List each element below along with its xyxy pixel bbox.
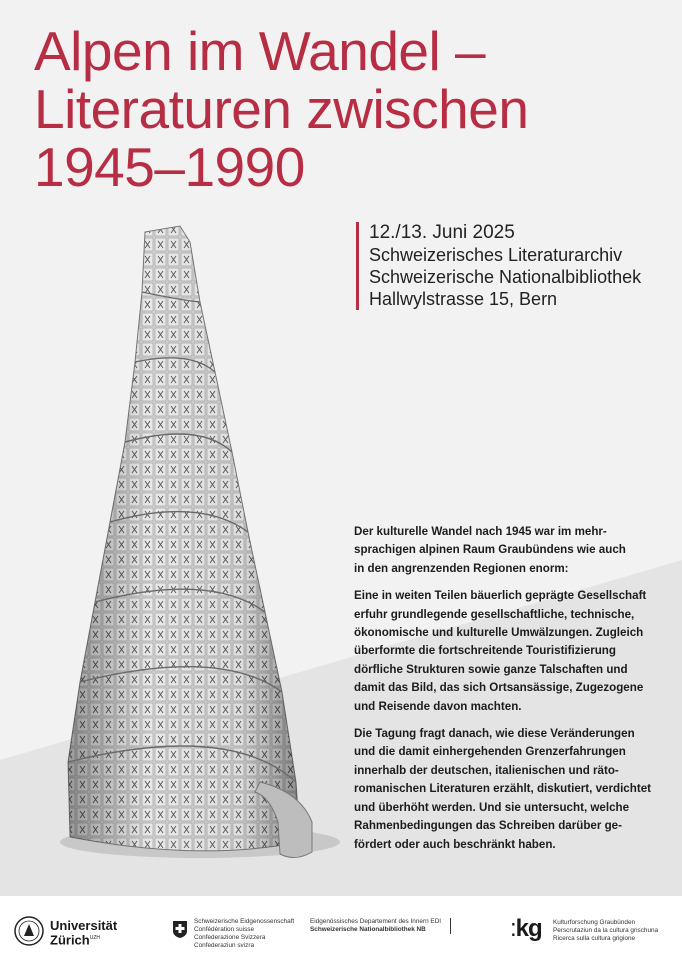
event-venue-2: Schweizerische Nationalbibliothek [369, 267, 642, 287]
kg-mark [510, 916, 542, 942]
confederation-text [194, 918, 294, 950]
text-line: fördert oder auch beschränkt haben. [354, 837, 556, 851]
edi-divider [450, 918, 451, 934]
uzh-line-1: Universität [50, 918, 118, 933]
swiss-cross-icon [172, 920, 188, 939]
poster-title [34, 22, 674, 196]
text-line: damit das Bild, das sich Ortsansässige, Zugezogene [354, 681, 644, 695]
confed-line: Confédération suisse [194, 926, 255, 933]
text-line: in den angrenzenden Regionen enorm: [354, 561, 569, 575]
uzh-line-2 [50, 932, 117, 946]
text-line: romanischen Literaturen erzählt, diskutiert, verdichtet [354, 782, 652, 796]
uzh-seal-icon [14, 916, 44, 946]
text-line: Die Tagung fragt danach, wie diese Veränderungen [354, 727, 635, 741]
text-line: Der kulturelle Wandel nach 1945 war im mehr- [354, 525, 607, 538]
confed-line: Schweizerische Eidgenossenschaft [194, 918, 295, 925]
edi-line-2: Schweizerische Nationalbibliothek NB [310, 926, 426, 933]
uzh-zurich: Zürich [50, 932, 90, 948]
text-line: dörfliche Strukturen sowie ganze Talschaften und [354, 662, 628, 676]
kg-line: Ricerca sulla cultura grigione [553, 935, 636, 942]
text-line: ökonomische und kulturelle Umwälzungen. Zugleich [354, 626, 644, 640]
kg-line: Perscrutaziun da la cultura grischuna [553, 927, 659, 934]
event-address: Hallwylstrasse 15, Bern [369, 289, 558, 309]
tower-of-babel-sculpture [50, 222, 350, 862]
paragraph-1 [354, 523, 656, 578]
footer-logos [0, 896, 682, 961]
uzh-sup: UZH [89, 935, 101, 941]
paragraph-3 [354, 725, 656, 854]
event-date: 12./13. Juni 2025 [369, 222, 515, 243]
title-line-1: Alpen im Wandel – [34, 20, 486, 82]
text-line: und überhöht werden. Und sie untersucht, welche [354, 800, 630, 814]
kg-letters: kg [515, 915, 542, 942]
event-venue-1: Schweizerisches Literaturarchiv [369, 245, 623, 265]
paragraph-2 [354, 587, 656, 716]
kg-dots: : [510, 915, 516, 942]
text-line: erfuhr grundlegende gesellschaftliche, technische, [354, 607, 635, 621]
confed-line: Confederazione Svizzera [194, 934, 266, 941]
text-line: überformte die fortschreitende Touristifizierung [354, 644, 616, 658]
kg-text [553, 919, 658, 943]
description-text [354, 523, 656, 863]
text-line: Rahmenbedingungen das Schreiben darüber ge- [354, 819, 622, 833]
event-info [356, 222, 641, 310]
text-line: innerhalb der deutschen, italienischen und räto- [354, 763, 619, 777]
kg-line: Kulturforschung Graubünden [553, 919, 636, 926]
text-line: Eine in weiten Teilen bäuerlich geprägte Gesellschaft [354, 589, 647, 603]
uzh-name [50, 919, 117, 946]
edi-line-1: Eidgenössisches Departement des Innern EDI [310, 918, 442, 925]
text-line: sprachigen alpinen Raum Graubündens wie auch [354, 543, 626, 557]
edi-logo [310, 918, 441, 934]
title-line-2: Literaturen zwischen [34, 78, 529, 140]
text-line: und die damit einhergehenden Grenzerfahrungen [354, 745, 626, 759]
title-line-3: 1945–1990 [34, 136, 305, 198]
confed-line: Confederaziun svizra [194, 942, 255, 949]
text-line: und Reisende davon machten. [354, 699, 522, 713]
